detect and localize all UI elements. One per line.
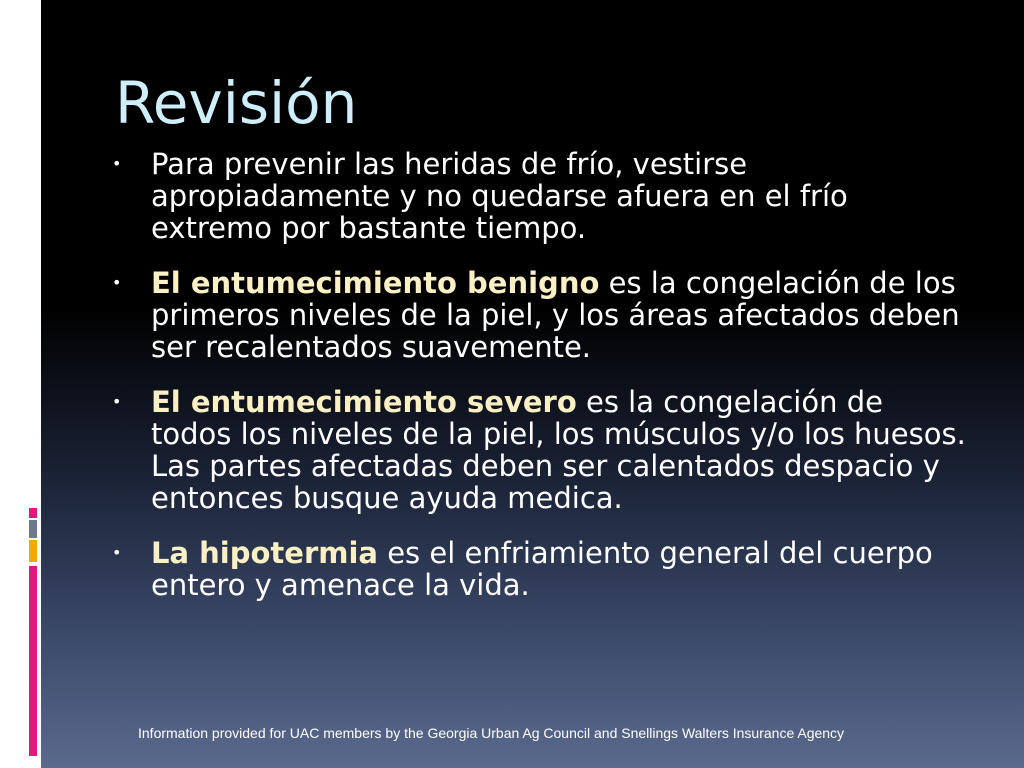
accent-bar-pink-top <box>29 508 37 518</box>
bullet-item-4 <box>112 537 972 601</box>
slide-title: Revisión <box>115 69 358 137</box>
bullet-term: El entumecimiento benigno <box>151 266 600 300</box>
bullet-text: Para prevenir las heridas de frío, vestirse apropiadamente y no quedarse afuera en el frío extremo por bastante tiempo. <box>151 147 848 245</box>
accent-bar-orange <box>29 540 37 562</box>
accent-bar-gray <box>29 520 37 538</box>
bullet-icon: • <box>112 392 122 411</box>
bullet-icon: • <box>112 154 122 173</box>
bullet-term: El entumecimiento severo <box>151 385 577 419</box>
bullet-item-3 <box>112 386 972 514</box>
bullet-item-2 <box>112 267 972 363</box>
bullet-text: es el enfriamiento general del cuerpo entero y amenace la vida. <box>151 536 933 602</box>
accent-bar-pink-long <box>29 566 37 756</box>
bullet-list <box>112 148 972 624</box>
bullet-term: La hipotermia <box>151 536 378 570</box>
bullet-item-1 <box>112 148 972 244</box>
bullet-icon: • <box>112 273 122 292</box>
bullet-text: es la congelación de los primeros niveles de la piel, y los áreas afectados deben ser recalentados suavemente. <box>151 266 960 364</box>
bullet-text: es la congelación de todos los niveles de la piel, los músculos y/o los huesos. Las partes afectadas deben ser calentados despacio y entonces busque ayuda medica. <box>151 385 966 515</box>
bullet-icon: • <box>112 543 122 562</box>
footer-credit: Information provided for UAC members by the Georgia Urban Ag Council and Snellings Walters Insurance Agency <box>138 725 845 741</box>
